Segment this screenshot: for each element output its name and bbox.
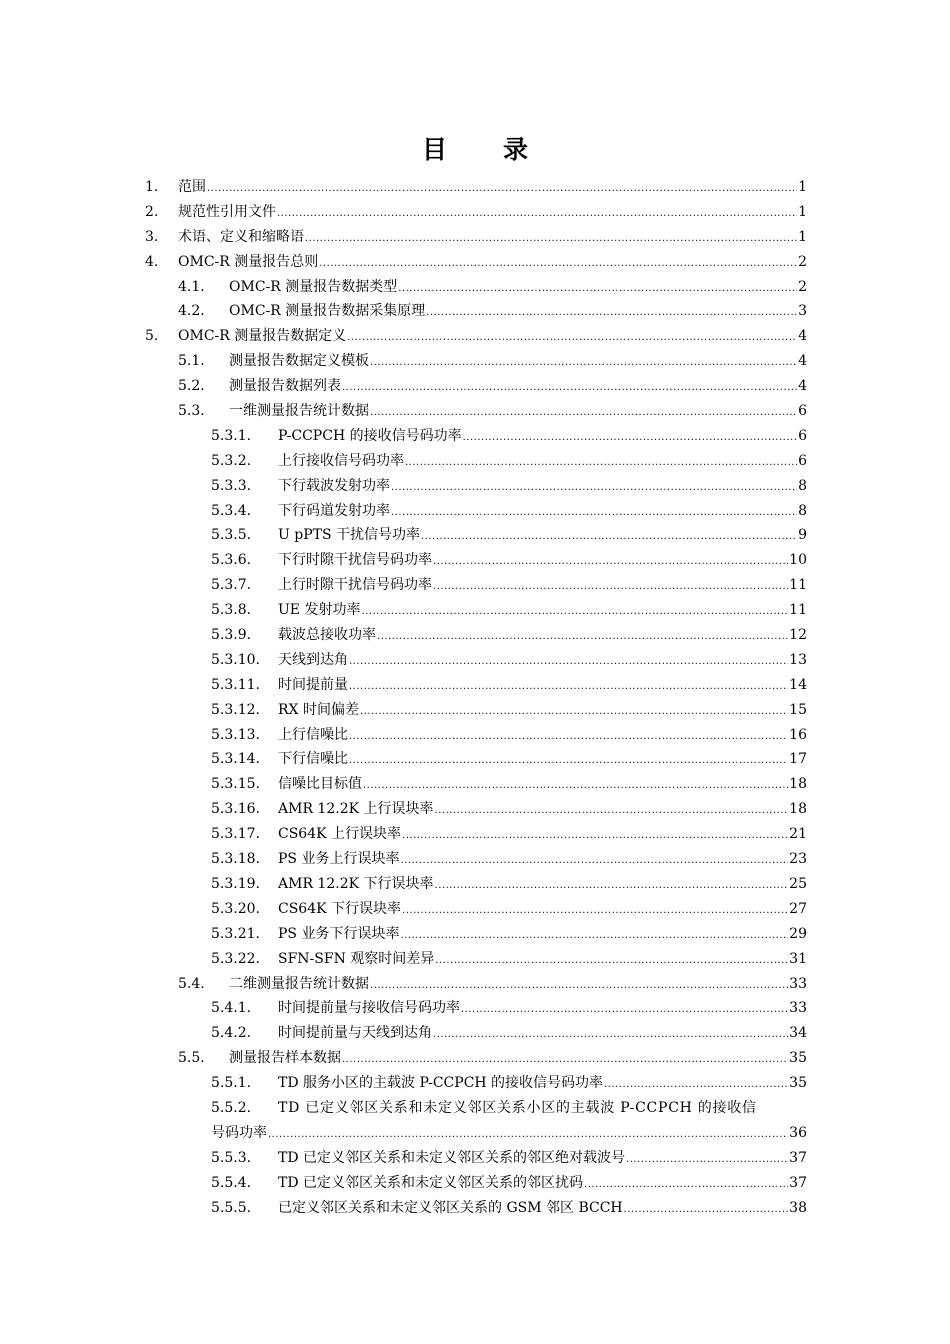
toc-leader-dots bbox=[402, 897, 788, 924]
toc-leader-dots bbox=[626, 1146, 788, 1173]
toc-entry-label: RX 时间偏差 bbox=[278, 701, 359, 718]
toc-entry-label: P-CCPCH 的接收信号码功率 bbox=[278, 427, 462, 444]
toc-entry-page: 23 bbox=[789, 851, 807, 868]
toc-entry-label: 范围 bbox=[178, 179, 206, 195]
toc-entry-number: 5.3.9. bbox=[211, 627, 252, 644]
toc-leader-dots bbox=[349, 747, 788, 774]
toc-leader-dots bbox=[426, 299, 797, 326]
toc-entry-number: 5.5.4. bbox=[211, 1174, 252, 1191]
toc-entry-page: 8 bbox=[798, 502, 807, 519]
toc-entry-page: 25 bbox=[789, 875, 807, 892]
toc-entry-label: 一维测量报告统计数据 bbox=[229, 403, 369, 420]
toc-entry-number: 4.1. bbox=[178, 278, 205, 295]
toc-entry[interactable] bbox=[145, 897, 807, 922]
toc-leader-dots bbox=[433, 1021, 788, 1048]
toc-entry-number: 2. bbox=[145, 203, 159, 220]
toc-entry-page: 8 bbox=[798, 477, 807, 494]
toc-entry[interactable] bbox=[145, 747, 807, 772]
toc-entry-label: 已定义邻区关系和未定义邻区关系的 GSM 邻区 BCCH bbox=[278, 1199, 623, 1216]
toc-entry[interactable] bbox=[145, 1196, 807, 1221]
toc-entry-label: 上行信噪比 bbox=[278, 726, 348, 743]
toc-leader-dots bbox=[405, 449, 797, 476]
toc-entry[interactable] bbox=[145, 200, 807, 225]
toc-entry-page: 9 bbox=[798, 527, 807, 544]
toc-leader-dots bbox=[391, 499, 797, 526]
toc-entry-wrapped[interactable] bbox=[145, 1096, 807, 1121]
toc-entry[interactable] bbox=[145, 250, 807, 275]
toc-entry-wrapped-continuation[interactable] bbox=[145, 1121, 807, 1146]
table-of-contents bbox=[145, 175, 807, 1220]
toc-leader-dots bbox=[624, 1196, 789, 1223]
toc-entry[interactable] bbox=[145, 374, 807, 399]
toc-entry-number: 5.3.11. bbox=[211, 676, 260, 693]
toc-entry-label: 下行码道发射功率 bbox=[278, 502, 390, 519]
toc-entry[interactable] bbox=[145, 698, 807, 723]
toc-entry-number: 5.4.1. bbox=[211, 1000, 252, 1017]
toc-leader-dots bbox=[433, 548, 788, 575]
toc-entry-number: 3. bbox=[145, 228, 159, 245]
toc-entry-page: 13 bbox=[789, 651, 807, 668]
toc-entry-number: 5.3. bbox=[178, 403, 205, 420]
toc-entry-page: 6 bbox=[798, 403, 807, 420]
toc-entry-label: AMR 12.2K 上行误块率 bbox=[278, 801, 434, 818]
toc-entry-number: 5.3.4. bbox=[211, 502, 252, 519]
toc-entry[interactable] bbox=[145, 797, 807, 822]
toc-entry-page: 17 bbox=[789, 751, 807, 768]
toc-entry-label: TD 已定义邻区关系和未定义邻区关系的邻区扰码 bbox=[278, 1174, 584, 1191]
toc-entry-label: 时间提前量与接收信号码功率 bbox=[278, 1000, 460, 1017]
toc-entry-number: 5.3.5. bbox=[211, 527, 252, 544]
toc-title-left: 目 bbox=[421, 135, 447, 164]
toc-entry[interactable] bbox=[145, 947, 807, 972]
toc-entry-number: 5.3.3. bbox=[211, 477, 252, 494]
toc-entry-label: OMC-R 测量报告总则 bbox=[178, 253, 319, 270]
toc-entry-label: 测量报告样本数据 bbox=[229, 1050, 341, 1067]
toc-entry[interactable] bbox=[145, 225, 807, 250]
toc-entry-number: 5.5.5. bbox=[211, 1199, 252, 1216]
toc-entry[interactable] bbox=[145, 772, 807, 797]
toc-entry-page: 35 bbox=[789, 1075, 807, 1092]
toc-entry-page: 2 bbox=[798, 278, 807, 295]
toc-entry-label: OMC-R 测量报告数据采集原理 bbox=[229, 303, 426, 320]
toc-leader-dots bbox=[400, 922, 788, 949]
toc-entry[interactable] bbox=[145, 449, 807, 474]
toc-entry-number: 5.5.1. bbox=[211, 1075, 252, 1092]
toc-entry-label: 下行时隙干扰信号码功率 bbox=[278, 552, 432, 569]
toc-entry-label: 时间提前量与天线到达角 bbox=[278, 1025, 432, 1042]
toc-title bbox=[0, 132, 950, 168]
toc-entry-page: 18 bbox=[789, 776, 807, 793]
toc-leader-dots bbox=[363, 772, 788, 799]
toc-entry-number: 5.3.14. bbox=[211, 751, 260, 768]
toc-leader-dots bbox=[361, 598, 788, 625]
toc-entry[interactable] bbox=[145, 673, 807, 698]
toc-leader-dots bbox=[604, 1071, 788, 1098]
toc-entry-number: 4. bbox=[145, 253, 159, 270]
toc-entry-page: 4 bbox=[798, 353, 807, 370]
toc-entry-label: TD 已定义邻区关系和未定义邻区关系小区的主载波 P-CCPCH 的接收信 bbox=[278, 1099, 757, 1116]
toc-entry-label: 信噪比目标值 bbox=[278, 776, 362, 793]
toc-entry-number: 5.3.16. bbox=[211, 801, 260, 818]
toc-entry-label: 载波总接收功率 bbox=[278, 627, 376, 644]
toc-entry[interactable] bbox=[145, 922, 807, 947]
toc-entry-label: 天线到达角 bbox=[278, 651, 348, 668]
toc-entry[interactable] bbox=[145, 1146, 807, 1171]
toc-entry-number: 5.5. bbox=[178, 1050, 205, 1067]
toc-entry-number: 5.3.13. bbox=[211, 726, 260, 743]
toc-entry-page: 4 bbox=[798, 328, 807, 345]
toc-entry-number: 4.2. bbox=[178, 303, 205, 320]
toc-entry-page: 21 bbox=[789, 826, 807, 843]
toc-entry[interactable] bbox=[145, 499, 807, 524]
toc-entry-number: 5. bbox=[145, 328, 159, 345]
toc-entry-label: TD 服务小区的主载波 P-CCPCH 的接收信号码功率 bbox=[278, 1075, 604, 1092]
toc-entry-label: 下行信噪比 bbox=[278, 751, 348, 768]
toc-entry-label: 上行接收信号码功率 bbox=[278, 452, 404, 469]
toc-leader-dots bbox=[584, 1171, 788, 1198]
toc-entry[interactable] bbox=[145, 1171, 807, 1196]
toc-entry-number: 5.4.2. bbox=[211, 1025, 252, 1042]
toc-entry-label: OMC-R 测量报告数据类型 bbox=[229, 278, 398, 295]
toc-entry[interactable] bbox=[145, 424, 807, 449]
toc-entry[interactable] bbox=[145, 349, 807, 374]
toc-entry[interactable] bbox=[145, 822, 807, 847]
toc-entry-label: 下行载波发射功率 bbox=[278, 477, 390, 494]
toc-entry-label: CS64K 上行误块率 bbox=[278, 826, 402, 843]
toc-leader-dots bbox=[435, 947, 788, 974]
toc-leader-dots bbox=[433, 573, 788, 600]
toc-entry-label: 规范性引用文件 bbox=[178, 203, 276, 220]
toc-entry-label: TD 已定义邻区关系和未定义邻区关系的邻区绝对载波号 bbox=[278, 1149, 626, 1166]
toc-entry-label: U pPTS 干扰信号功率 bbox=[278, 527, 421, 544]
toc-entry[interactable] bbox=[145, 1071, 807, 1096]
toc-entry-page: 33 bbox=[789, 1000, 807, 1017]
toc-leader-dots bbox=[435, 872, 789, 899]
toc-entry-page: 10 bbox=[789, 552, 807, 569]
toc-entry-page: 11 bbox=[789, 602, 807, 619]
toc-entry[interactable] bbox=[145, 399, 807, 424]
toc-leader-dots bbox=[370, 399, 797, 426]
toc-entry[interactable] bbox=[145, 847, 807, 872]
toc-entry-page: 1 bbox=[798, 179, 807, 195]
toc-leader-dots bbox=[268, 1121, 788, 1148]
toc-entry-page: 6 bbox=[798, 452, 807, 469]
toc-entry-page: 33 bbox=[789, 975, 807, 992]
toc-entry-number: 5.3.10. bbox=[211, 651, 260, 668]
toc-entry-number: 5.3.20. bbox=[211, 900, 260, 917]
toc-leader-dots bbox=[370, 349, 797, 376]
toc-entry-number: 5.5.3. bbox=[211, 1149, 252, 1166]
toc-leader-dots bbox=[349, 673, 788, 700]
toc-entry[interactable] bbox=[145, 996, 807, 1021]
toc-leader-dots bbox=[319, 250, 797, 277]
toc-entry-number: 5.1. bbox=[178, 353, 205, 370]
toc-entry-number: 5.3.1. bbox=[211, 427, 252, 444]
toc-leader-dots bbox=[391, 474, 797, 501]
toc-entry[interactable] bbox=[145, 972, 807, 997]
toc-entry[interactable] bbox=[145, 723, 807, 748]
toc-entry[interactable] bbox=[145, 523, 807, 548]
toc-entry-page: 12 bbox=[789, 627, 807, 644]
toc-entry-label: PS 业务上行误块率 bbox=[278, 851, 400, 868]
toc-entry-label: 测量报告数据定义模板 bbox=[229, 353, 369, 370]
toc-entry-label: OMC-R 测量报告数据定义 bbox=[178, 328, 347, 345]
toc-entry-number: 5.5.2. bbox=[211, 1099, 252, 1116]
toc-entry-number: 5.3.12. bbox=[211, 701, 260, 718]
toc-title-right: 录 bbox=[503, 135, 529, 164]
toc-entry-page: 3 bbox=[798, 303, 807, 320]
toc-leader-dots bbox=[207, 175, 797, 202]
toc-entry-label: PS 业务下行误块率 bbox=[278, 925, 400, 942]
toc-entry[interactable] bbox=[145, 299, 807, 324]
toc-entry-number: 5.3.21. bbox=[211, 925, 260, 942]
toc-entry-number: 5.3.2. bbox=[211, 452, 252, 469]
toc-leader-dots bbox=[347, 324, 797, 351]
toc-entry-page: 14 bbox=[789, 676, 807, 693]
toc-entry-number: 5.3.22. bbox=[211, 950, 260, 967]
toc-entry[interactable] bbox=[145, 275, 807, 300]
toc-leader-dots bbox=[461, 996, 788, 1023]
toc-leader-dots bbox=[342, 374, 797, 401]
toc-entry-page: 36 bbox=[789, 1124, 807, 1141]
toc-entry-number: 5.3.19. bbox=[211, 875, 260, 892]
toc-entry[interactable] bbox=[145, 872, 807, 897]
toc-entry-label: 二维测量报告统计数据 bbox=[229, 975, 369, 992]
toc-entry-number: 5.3.7. bbox=[211, 577, 252, 594]
toc-entry-page: 18 bbox=[789, 801, 807, 818]
toc-entry-page: 31 bbox=[789, 950, 807, 967]
toc-entry-number: 1. bbox=[145, 179, 159, 195]
toc-entry-page: 1 bbox=[798, 203, 807, 220]
toc-entry[interactable] bbox=[145, 1021, 807, 1046]
toc-entry-page: 2 bbox=[798, 253, 807, 270]
toc-entry-number: 5.2. bbox=[178, 378, 205, 395]
toc-entry-label: 时间提前量 bbox=[278, 676, 348, 693]
toc-leader-dots bbox=[370, 972, 788, 999]
toc-leader-dots bbox=[398, 275, 797, 302]
toc-entry-page: 34 bbox=[789, 1025, 807, 1042]
toc-entry-label: SFN-SFN 观察时间差异 bbox=[278, 950, 435, 967]
toc-leader-dots bbox=[421, 523, 797, 550]
toc-leader-dots bbox=[277, 200, 797, 227]
toc-entry-label: 上行时隙干扰信号码功率 bbox=[278, 577, 432, 594]
toc-entry-number: 5.3.17. bbox=[211, 826, 260, 843]
toc-leader-dots bbox=[360, 698, 788, 725]
toc-leader-dots bbox=[402, 822, 788, 849]
toc-leader-dots bbox=[349, 648, 788, 675]
toc-entry-page: 35 bbox=[789, 1050, 807, 1067]
toc-entry[interactable] bbox=[145, 548, 807, 573]
toc-leader-dots bbox=[463, 424, 797, 451]
toc-entry-page: 29 bbox=[789, 925, 807, 942]
toc-entry[interactable] bbox=[145, 573, 807, 598]
toc-entry-page: 1 bbox=[798, 228, 807, 245]
toc-entry-number: 5.3.6. bbox=[211, 552, 252, 569]
toc-entry-page: 6 bbox=[798, 427, 807, 444]
toc-entry[interactable] bbox=[145, 1046, 807, 1071]
toc-entry[interactable] bbox=[145, 623, 807, 648]
toc-entry-number: 5.3.18. bbox=[211, 851, 260, 868]
toc-entry-page: 16 bbox=[789, 726, 807, 743]
toc-leader-dots bbox=[342, 1046, 788, 1073]
toc-entry-page: 27 bbox=[789, 900, 807, 917]
toc-entry-label: UE 发射功率 bbox=[278, 602, 361, 619]
toc-entry-page: 38 bbox=[789, 1199, 807, 1216]
toc-leader-dots bbox=[305, 225, 797, 252]
toc-entry[interactable] bbox=[145, 598, 807, 623]
toc-entry-label: 测量报告数据列表 bbox=[229, 378, 341, 395]
toc-entry[interactable] bbox=[145, 324, 807, 349]
toc-entry-page: 15 bbox=[789, 701, 807, 718]
toc-entry-label: 术语、定义和缩略语 bbox=[178, 228, 304, 245]
toc-leader-dots bbox=[349, 723, 788, 750]
toc-entry-label: AMR 12.2K 下行误块率 bbox=[278, 875, 434, 892]
toc-entry[interactable] bbox=[145, 648, 807, 673]
toc-entry-label-continuation: 号码功率 bbox=[211, 1124, 267, 1141]
toc-entry-label: CS64K 下行误块率 bbox=[278, 900, 402, 917]
toc-leader-dots bbox=[377, 623, 788, 650]
toc-entry-number: 5.3.15. bbox=[211, 776, 260, 793]
toc-leader-dots bbox=[400, 847, 788, 874]
toc-entry-number: 5.4. bbox=[178, 975, 205, 992]
toc-entry-page: 37 bbox=[789, 1149, 807, 1166]
toc-entry[interactable] bbox=[145, 474, 807, 499]
toc-entry-page: 37 bbox=[789, 1174, 807, 1191]
toc-entry[interactable] bbox=[145, 175, 807, 200]
toc-leader-dots bbox=[435, 797, 789, 824]
toc-entry-page: 11 bbox=[789, 577, 807, 594]
toc-entry-page: 4 bbox=[798, 378, 807, 395]
toc-entry-number: 5.3.8. bbox=[211, 602, 252, 619]
